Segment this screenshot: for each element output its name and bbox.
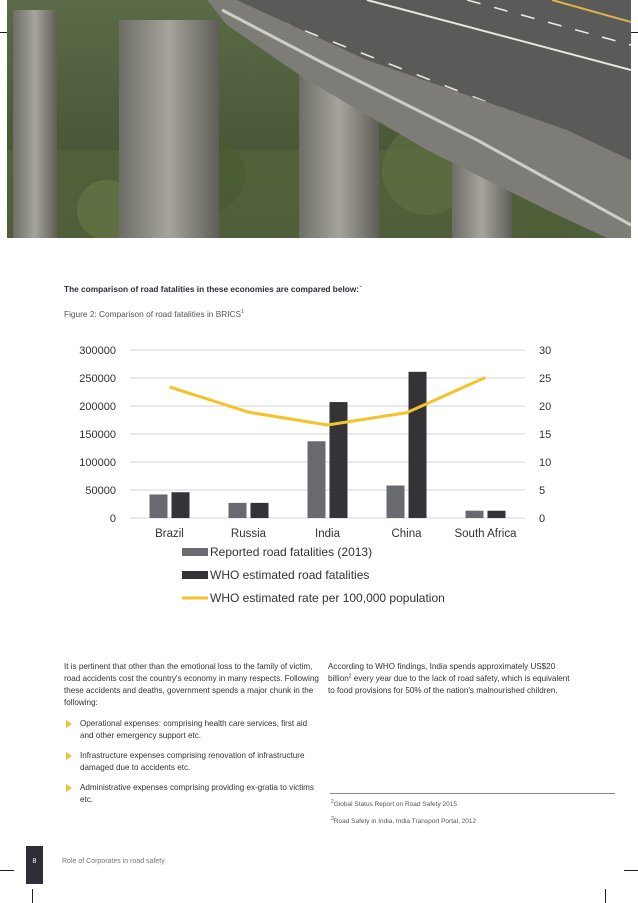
bullet-item — [64, 718, 319, 742]
intro-sentence: The comparison of road fatalities in these economies are compared below:` — [64, 284, 362, 294]
bar — [251, 503, 269, 518]
y-left-tick-label: 250000 — [79, 373, 116, 385]
y-right-tick-label: 25 — [539, 373, 552, 385]
legend-swatch — [182, 548, 208, 556]
bullet-item — [64, 750, 319, 774]
right-text-after: every year due to the lack of road safety, which is equivalent to food provisions for 50% of the nation's malnourished children. — [328, 674, 570, 696]
y-left-tick-label: 150000 — [79, 429, 116, 441]
bar — [229, 503, 247, 518]
legend-label: WHO estimated road fatalities — [210, 568, 370, 582]
crop-mark — [0, 870, 14, 871]
bullet-triangle-icon — [66, 720, 72, 728]
bullet-item — [64, 782, 319, 806]
footnote — [331, 799, 457, 808]
y-left-tick-label: 200000 — [79, 401, 116, 413]
footnote-text: Global Status Report on Road Safety 2015 — [333, 801, 457, 809]
series-line — [170, 377, 486, 425]
right-paragraph — [328, 661, 573, 697]
legend-label: WHO estimated rate per 100,000 population — [210, 591, 445, 605]
legend-swatch — [182, 571, 208, 579]
figure-caption — [64, 309, 244, 319]
page-number: 8 — [26, 846, 43, 884]
bullet-text: Infrastructure expenses comprising renovation of infrastructure damaged due to accidents etc. — [80, 750, 305, 772]
right-text-before: According to WHO findings, India spends approximately US$20 billion — [328, 662, 556, 684]
footnote-divider — [330, 793, 615, 794]
bar — [387, 486, 405, 518]
bar — [308, 441, 326, 518]
y-left-tick-label: 0 — [109, 513, 116, 525]
crop-mark — [624, 870, 638, 871]
y-right-tick-label: 5 — [539, 485, 546, 497]
hero-photo-highway-bridge — [7, 0, 631, 238]
y-right-tick-label: 15 — [539, 429, 552, 441]
y-left-tick-label: 100000 — [79, 457, 116, 469]
left-paragraph: It is pertinent that other than the emotional loss to the family of victim, road accidents cost the country's economy in many respects. Following these accidents and deaths, government spends a major chunk in the following: — [64, 662, 319, 708]
running-title: Role of Corporates in road safety — [62, 858, 165, 865]
crop-mark — [32, 889, 33, 903]
y-right-tick-label: 10 — [539, 457, 552, 469]
left-column — [64, 661, 319, 806]
bullet-triangle-icon — [66, 752, 72, 760]
y-right-tick-label: 30 — [539, 345, 552, 357]
crop-mark — [605, 889, 606, 903]
right-column — [328, 661, 573, 697]
bar — [488, 511, 506, 518]
brics-road-fatalities-chart — [60, 338, 560, 616]
x-category-label: South Africa — [454, 528, 517, 540]
y-right-tick-label: 0 — [539, 513, 546, 525]
bullet-triangle-icon — [66, 784, 72, 792]
y-right-tick-label: 20 — [539, 401, 552, 413]
x-category-label: Brazil — [155, 528, 184, 540]
x-category-label: India — [315, 528, 340, 540]
footnote-text: Road Safety in India, India Transport Portal, 2012 — [333, 818, 477, 826]
figure-caption-footnote-marker: 1 — [241, 309, 244, 316]
legend-label: Reported road fatalities (2013) — [210, 545, 373, 559]
bar — [409, 372, 427, 518]
footnote-number: 3 — [331, 816, 334, 822]
x-category-label: China — [391, 528, 422, 540]
footnote-number: 2 — [331, 799, 334, 805]
bar — [466, 511, 484, 518]
footnote — [331, 816, 476, 825]
bar — [172, 492, 190, 518]
bullet-text: Administrative expenses comprising providing ex-gratia to victims etc. — [80, 783, 314, 805]
y-left-tick-label: 50000 — [85, 485, 116, 497]
footnote-marker: 2 — [348, 673, 352, 680]
bullet-text: Operational expenses: comprising health care services, first aid and other emergency support etc. — [80, 718, 308, 740]
bar — [150, 494, 168, 518]
figure-caption-text: Figure 2: Comparison of road fatalities in BRICS — [64, 309, 242, 319]
bar — [330, 402, 348, 518]
y-left-tick-label: 300000 — [79, 345, 116, 357]
x-category-label: Russia — [230, 528, 267, 540]
